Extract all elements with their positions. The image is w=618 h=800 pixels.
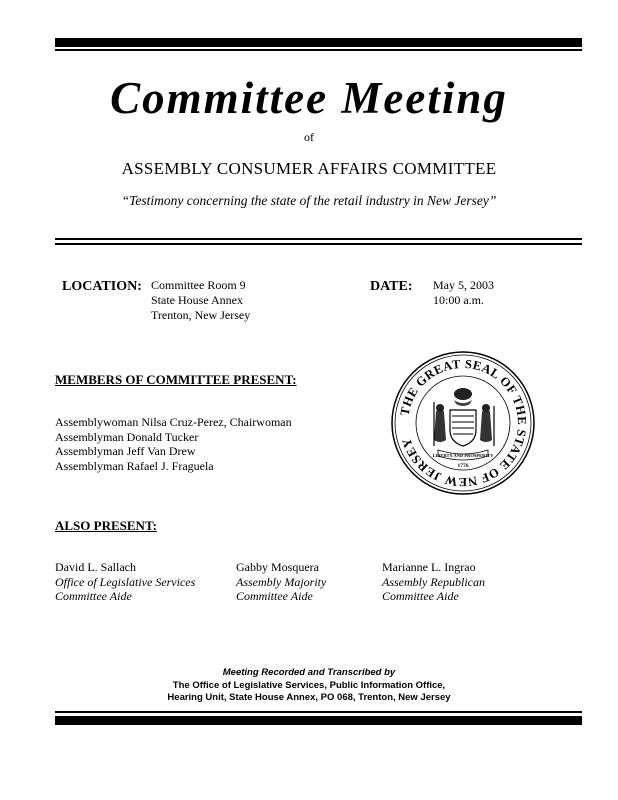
- person-name: Marianne L. Ingrao: [382, 560, 476, 574]
- also-present-person: [55, 560, 195, 604]
- seal-ribbon-text: LIBERTY AND PROSPERITY: [432, 453, 494, 458]
- credit-line: Hearing Unit, State House Annex, PO 068, Trenton, New Jersey: [167, 692, 451, 703]
- bottom-thin-rule: [55, 711, 582, 713]
- date-label: DATE:: [370, 279, 413, 294]
- person-role: Assembly Majority: [236, 574, 327, 589]
- also-present-heading: ALSO PRESENT:: [55, 518, 157, 533]
- credit-line: Meeting Recorded and Transcribed by: [222, 667, 396, 678]
- location-line: State House Annex: [151, 293, 243, 307]
- member-name: Assemblyman Rafael J. Fraguela: [55, 458, 214, 473]
- person-role: Committee Aide: [382, 589, 459, 603]
- person-name: Gabby Mosquera: [236, 560, 319, 574]
- also-present-person: [382, 560, 485, 604]
- date-line: May 5, 2003: [433, 278, 494, 292]
- person-role: Committee Aide: [236, 589, 313, 603]
- credit-line: The Office of Legislative Services, Public Information Office,: [172, 679, 446, 691]
- bottom-thick-rule: [55, 716, 582, 725]
- person-role: Committee Aide: [55, 589, 132, 603]
- location-line: Trenton, New Jersey: [151, 308, 251, 322]
- page-title: Committee Meeting: [110, 73, 508, 123]
- seal-ring-text: THE GREAT SEAL OF THE STATE OF NEW JERSEY: [397, 356, 530, 490]
- middle-rule-top: [55, 238, 582, 240]
- date-value: [433, 278, 494, 308]
- also-present-person: [236, 560, 326, 604]
- meeting-subtitle: “Testimony concerning the state of the retail industry in New Jersey”: [121, 193, 497, 208]
- member-name: Assemblywoman Nilsa Cruz-Perez, Chairwoman: [55, 415, 292, 429]
- seal-year-text: 1776: [457, 463, 469, 469]
- person-role: Office of Legislative Services: [55, 574, 196, 589]
- members-heading: MEMBERS OF COMMITTEE PRESENT:: [55, 372, 297, 387]
- location-line: Committee Room 9: [151, 278, 246, 292]
- of-text: of: [304, 130, 314, 144]
- state-seal-icon: [390, 350, 536, 496]
- top-thick-rule: [55, 38, 582, 47]
- person-name: David L. Sallach: [55, 560, 136, 574]
- committee-name: ASSEMBLY CONSUMER AFFAIRS COMMITTEE: [121, 159, 497, 178]
- member-name: Assemblyman Jeff Van Drew: [55, 444, 196, 458]
- date-line: 10:00 a.m.: [433, 293, 484, 307]
- top-thin-rule: [55, 49, 582, 51]
- members-list: [55, 415, 292, 473]
- location-label: LOCATION:: [62, 279, 142, 294]
- location-value: [151, 278, 250, 323]
- transcription-credit: [0, 667, 618, 705]
- middle-rule-bottom: [55, 243, 582, 245]
- person-role: Assembly Republican: [382, 574, 485, 589]
- member-name: Assemblyman Donald Tucker: [55, 429, 199, 444]
